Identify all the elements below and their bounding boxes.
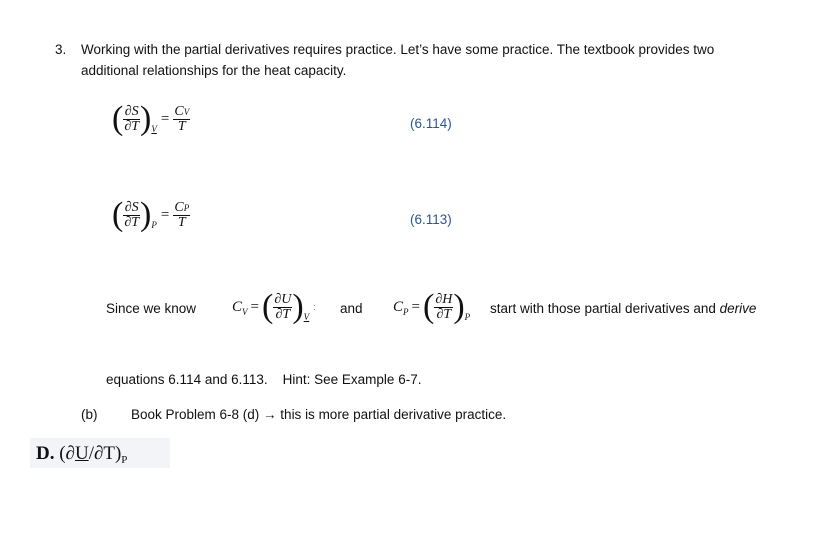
since-tail — [490, 300, 756, 318]
cv-definition: C V = ( $\frac{\partial U}{\partial T}$ ) V : — [232, 288, 316, 325]
cp-definition: C P = ( $\frac{\partial H}{\partial T}$ ) P — [393, 288, 471, 325]
constant-subscript: V — [151, 124, 157, 134]
equation-6-113: ( $\frac{\partial S}{\partial T}$ ) P = $\frac{CP}{T}$ — [112, 196, 190, 233]
equation-6-114: ( $\frac{\partial S}{\partial T}$ ) V = $\frac{CV}{T}$ — [112, 100, 190, 137]
equations-hint-line: equations 6.114 and 6.113. Hint: See Example 6-7. — [106, 372, 422, 387]
since-tail-italic: derive — [719, 301, 757, 316]
fraction-numerator: ∂S — [124, 103, 139, 119]
constant-subscript: P — [151, 220, 157, 230]
and-word: and — [340, 301, 363, 316]
rhs-numerator-subscript: V — [183, 106, 190, 117]
right-paren: ) — [140, 196, 152, 233]
part-d-heading — [36, 443, 127, 465]
part-b-text: Book Problem 6-8 (d) → this is more partial derivative practice. — [131, 407, 507, 422]
part-d-label: D. — [36, 443, 55, 464]
cp-symbol: C — [393, 298, 404, 315]
cp-denominator: ∂T — [436, 306, 452, 322]
cv-numerator: ∂U — [274, 291, 292, 307]
cv-colon: : — [313, 302, 316, 312]
rhs-denominator: T — [177, 118, 186, 134]
cv-subscript: V — [242, 307, 248, 317]
partial-fraction — [123, 201, 140, 230]
rhs-numerator: C — [174, 199, 184, 215]
item-line-1: Working with the partial derivatives requires practice. Let’s have some practice. The textbook provides two — [81, 42, 715, 57]
fraction-denominator: ∂T — [124, 118, 140, 134]
cv-symbol: C — [232, 298, 243, 315]
part-d-open: (∂ — [59, 443, 75, 464]
cp-numerator: ∂H — [435, 291, 453, 307]
left-paren: ( — [112, 196, 124, 233]
fraction-numerator: ∂S — [124, 199, 139, 215]
part-b-label: (b) — [81, 407, 98, 422]
part-d-variable: U — [74, 443, 89, 464]
fraction-denominator: ∂T — [124, 214, 140, 230]
item-number: 3. — [55, 42, 67, 57]
since-intro: Since we know — [106, 301, 197, 316]
rhs-numerator: C — [174, 103, 184, 119]
rhs-fraction — [173, 201, 190, 230]
cp-subscript: P — [403, 307, 409, 317]
cp-constant-subscript: P — [464, 312, 471, 322]
cv-constant-subscript: V — [303, 312, 310, 322]
equation-label: (6.114) — [410, 116, 452, 131]
rhs-numerator-subscript: P — [183, 202, 190, 213]
cv-denominator: ∂T — [275, 306, 291, 322]
rhs-denominator: T — [177, 214, 186, 230]
partial-fraction — [123, 105, 140, 134]
rhs-fraction — [173, 105, 190, 134]
item-line-2: additional relationships for the heat capacity. — [81, 63, 347, 78]
since-tail-text: start with those partial derivatives and — [490, 301, 716, 316]
right-paren: ) — [140, 100, 152, 137]
part-d-rest: /∂T) — [88, 443, 122, 464]
left-paren: ( — [112, 100, 124, 137]
part-d-subscript: P — [121, 454, 128, 466]
equation-label: (6.113) — [410, 212, 452, 227]
